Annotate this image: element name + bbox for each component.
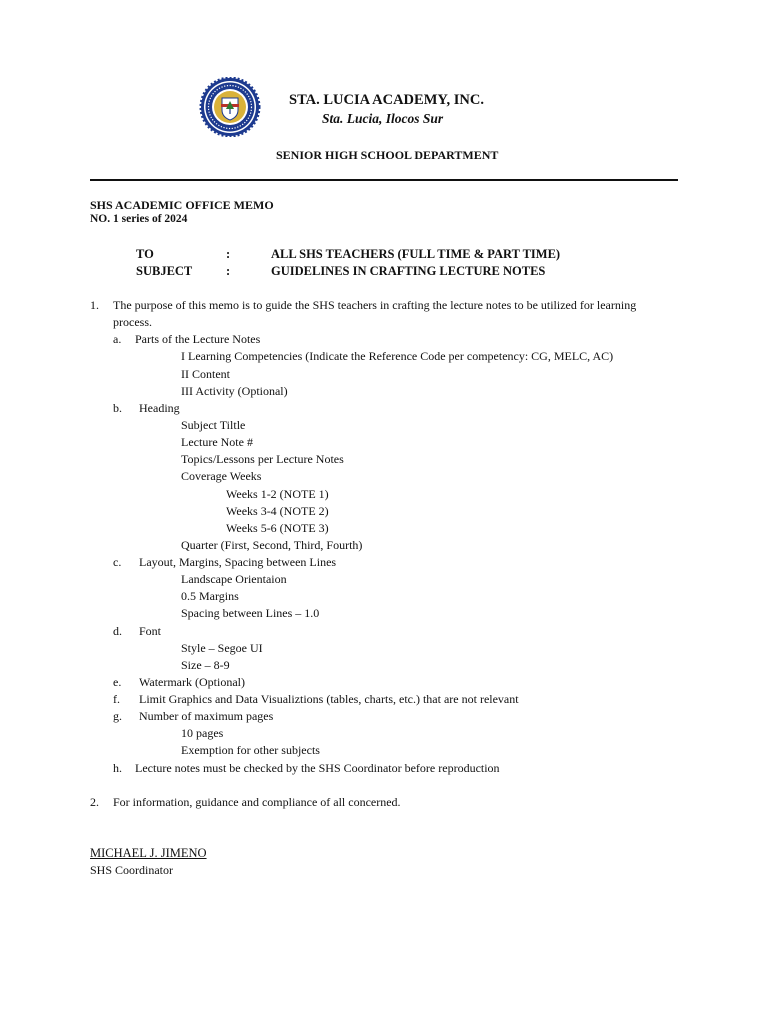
item-a-text: Parts of the Lecture Notes [135, 332, 261, 346]
item-h-text: Lecture notes must be checked by the SHS Coordinator before reproduction [135, 761, 500, 775]
item-a-sub: II Content [181, 367, 230, 381]
school-name: STA. LUCIA ACADEMY, INC. [289, 92, 484, 108]
to-label: TO [136, 247, 154, 261]
item-a-sub: I Learning Competencies (Indicate the Reference Code per competency: CG, MELC, AC) [181, 349, 614, 363]
item-b-sub: Coverage Weeks [181, 469, 262, 483]
item-g-sub: Exemption for other subjects [181, 743, 320, 757]
item-c-text: Layout, Margins, Spacing between Lines [139, 555, 337, 569]
subject-label: SUBJECT [136, 264, 193, 278]
item-c-sub: Landscape Orientaion [181, 572, 287, 586]
subject-colon: : [226, 264, 231, 278]
item-d-sub: Size – 8-9 [181, 658, 230, 672]
school-address: Sta. Lucia, Ilocos Sur [322, 111, 444, 126]
subject-value: GUIDELINES IN CRAFTING LECTURE NOTES [271, 264, 546, 278]
coverage-week: Weeks 5-6 (NOTE 3) [226, 521, 329, 535]
item-a-sub: III Activity (Optional) [181, 384, 288, 398]
item-c-sub: 0.5 Margins [181, 589, 239, 603]
header-divider [90, 179, 678, 181]
item-b-sub: Subject Tiltle [181, 418, 246, 432]
item-d-sub: Style – Segoe UI [181, 641, 263, 655]
item-1-text-line2: process. [113, 315, 152, 329]
item-2-text: For information, guidance and compliance of all concerned. [113, 795, 401, 809]
item-a-letter: a. [113, 332, 122, 346]
item-h-letter: h. [113, 761, 122, 775]
item-1-text-line1: The purpose of this memo is to guide the SHS teachers in crafting the lecture notes to be utilized for learning [113, 298, 637, 312]
item-f-letter: f. [113, 692, 120, 706]
item-f-text: Limit Graphics and Data Visualiztions (tables, charts, etc.) that are not relevant [139, 692, 519, 706]
item-g-letter: g. [113, 709, 122, 723]
school-seal-logo [194, 77, 266, 137]
to-value: ALL SHS TEACHERS (FULL TIME & PART TIME) [271, 247, 561, 261]
item-b-text: Heading [139, 401, 180, 415]
department-title: SENIOR HIGH SCHOOL DEPARTMENT [276, 148, 499, 162]
memo-title: SHS ACADEMIC OFFICE MEMO [90, 198, 274, 212]
coverage-week: Weeks 3-4 (NOTE 2) [226, 504, 329, 518]
item-g-sub: 10 pages [181, 726, 224, 740]
item-b-sub: Topics/Lessons per Lecture Notes [181, 452, 344, 466]
signatory-position: SHS Coordinator [90, 863, 174, 877]
item-e-letter: e. [113, 675, 122, 689]
item-b-sub: Lecture Note # [181, 435, 253, 449]
item-g-text: Number of maximum pages [139, 709, 274, 723]
item-d-letter: d. [113, 624, 122, 638]
item-d-text: Font [139, 624, 162, 638]
item-c-sub: Spacing between Lines – 1.0 [181, 606, 320, 620]
item-e-text: Watermark (Optional) [139, 675, 245, 689]
item-2-number: 2. [90, 795, 99, 809]
memo-number: NO. 1 series of 2024 [90, 213, 188, 225]
to-colon: : [226, 247, 231, 261]
coverage-week: Weeks 1-2 (NOTE 1) [226, 487, 329, 501]
item-b-letter: b. [113, 401, 122, 415]
signatory-name: MICHAEL J. JIMENO [90, 846, 207, 860]
item-c-letter: c. [113, 555, 122, 569]
item-b-sub: Quarter (First, Second, Third, Fourth) [181, 538, 363, 552]
item-1-number: 1. [90, 298, 99, 312]
